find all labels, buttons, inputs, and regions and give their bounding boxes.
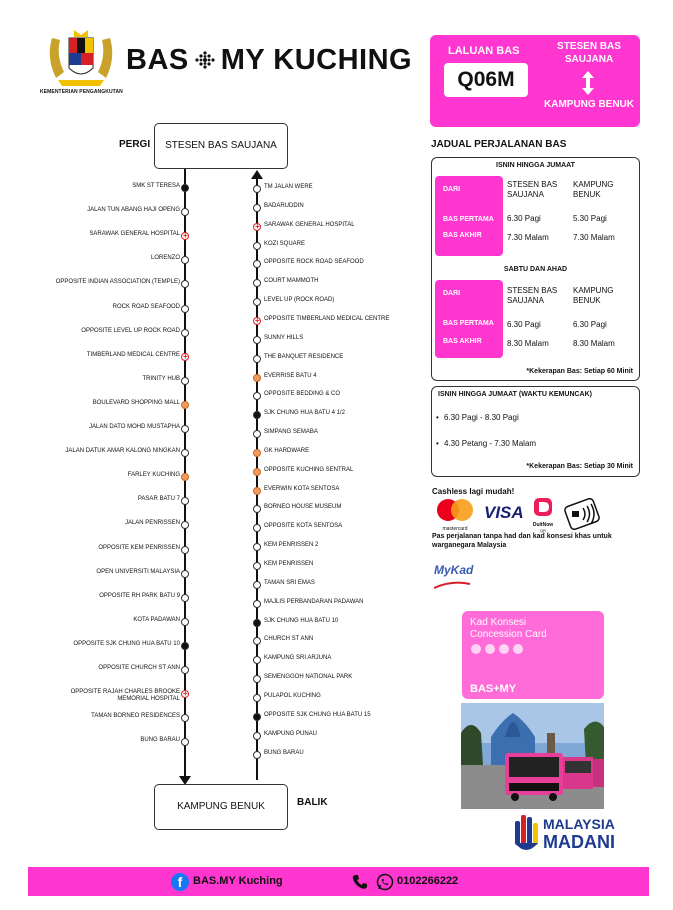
ministry-caption: KEMENTERIAN PENGANGKUTAN [40,89,123,95]
concession-note: Pas perjalanan tanpa had dan kad konsesi khas untuk warganegara Malaysia [432,533,612,549]
stop-name: EVERWIN KOTA SENTOSA [264,485,340,492]
stop-name: KEM PENRISSEN [264,561,314,567]
inbound-stop [0,599,673,611]
school-icon [253,411,261,419]
frequency-normal: *Kekerapan Bas: Setiap 60 Minit [526,368,633,375]
school-icon [253,619,261,627]
stop-name: JALAN TUN ABANG HAJI OPENG [87,207,180,214]
weekend-col1: STESEN BAS SAUJANA [507,286,558,305]
weekday-last1: 7.30 Malam [507,233,549,242]
weekday-last2: 7.30 Malam [573,233,615,242]
mastercard-logo [432,498,478,530]
mastercard-icon [432,498,478,522]
stop-name: OPPOSITE KEM PENRISSEN [98,544,180,551]
stop-name: SMK ST TERESA [132,183,180,189]
stop-name: BUNG BARAU [140,737,180,744]
route-code: Q06M [444,63,528,97]
weekend-col2: KAMPUNG BENUK [573,286,614,305]
inbound-stop [0,486,673,498]
start-terminal: STESEN BAS SAUJANA [154,123,288,169]
go-label: PERGI [119,139,151,150]
inbound-stop [0,561,673,573]
return-label: BALIK [297,797,328,808]
stop-name: OPPOSITE TIMBERLAND MEDICAL CENTRE [264,315,390,322]
ministry-crest-icon [44,28,118,90]
stop-name: BORNEO HOUSE MUSEUM [264,504,342,511]
stop-dot-icon [253,185,261,193]
weekday-first-label: BAS PERTAMA [443,216,494,223]
stop-dot-icon [253,732,261,740]
stop-name: OPPOSITE INDIAN ASSOCIATION (TEMPLE) [55,279,180,286]
weekday-last-label: BAS AKHIR [443,232,482,239]
peak-slot-1: • 6.30 Pagi - 8.30 Pagi [444,413,519,422]
stop-dot-icon [253,298,261,306]
stop-dot-icon [253,751,261,759]
stop-dot-icon [253,656,261,664]
card-title: Kad Konsesi [470,617,527,628]
stop-name: KEM PENRISSEN 2 [264,542,319,549]
weekend-from-label: DARI [443,290,461,297]
arrow-up-icon [251,170,263,179]
duitnow-icon [533,497,553,517]
stop-dot-icon [253,279,261,287]
facebook-handle[interactable]: BAS.MY Kuching [193,875,283,887]
stop-name: KOTA PADAWAN [133,616,180,623]
shop-icon [253,468,261,476]
weekend-first1: 6.30 Pagi [507,320,541,329]
duitnow-label: DuitNow [532,522,554,528]
card-subtitle: Concession Card [470,629,547,640]
weekend-heading: SABTU DAN AHAD [503,266,568,273]
hospital-icon [253,223,261,231]
stop-name: PASAR BATU 7 [137,496,180,503]
facebook-icon[interactable]: f [171,873,189,891]
stop-name: JALAN PENRISSEN [124,520,180,527]
stop-name: SIMPANG SEMABA [264,429,318,436]
brand-title-right: MY KUCHING [220,44,413,76]
stop-name: OPPOSITE KOTA SENTOSA [264,523,343,530]
mykad-logo: MyKad [434,563,474,577]
bus-photo [461,703,604,809]
peak-panel [431,386,640,477]
end-terminal: KAMPUNG BENUK [154,784,288,830]
stop-dot-icon [253,392,261,400]
phone-icon [351,873,369,891]
stop-dot-icon [253,355,261,363]
stop-name: OPPOSITE RAJAH CHARLES BROOKE MEMORIAL HOSPITAL [70,689,180,703]
weekday-heading: ISNIN HINGGA JUMAAT [496,162,575,169]
stop-name: TRINITY HUB [142,375,180,382]
duitnow-sub: QR [540,528,546,533]
route-card [430,35,640,127]
stop-name: BADARUDDIN [264,202,304,209]
stop-name: OPPOSITE BEDDING & CO [264,391,341,398]
stop-dot-icon [253,260,261,268]
madani-line2: MADANI [543,832,615,852]
weekday-label-column [435,176,503,256]
whatsapp-icon [376,873,394,891]
stop-dot-icon [253,204,261,212]
stop-name: COURT MAMMOTH [264,278,319,285]
stop-name: OPPOSITE CHURCH ST ANN [98,665,180,671]
up-down-arrow-icon [577,70,599,96]
weekend-label-column [435,280,503,358]
madani-hand-icon [513,813,539,855]
contactless-card-icon [561,498,603,530]
stop-name: JALAN DATUK AMAR KALONG NINGKAN [65,448,180,455]
stop-name: OPEN UNIVERSITI MALAYSIA [96,568,180,575]
stop-name: TAMAN BORNEO RESIDENCES [91,713,180,720]
weekday-col1: STESEN BAS SAUJANA [507,180,558,199]
weekend-last-label: BAS AKHIR [443,338,482,345]
stop-dot-icon [253,562,261,570]
stop-name: PULAPOL KUCHING [264,692,321,699]
route-from: STESEN BAS SAUJANA [557,41,621,65]
stop-name: BOULEVARD SHOPPING MALL [92,399,180,406]
stop-name: BUNG BARAU [264,749,304,756]
mykad-swoosh-icon [432,578,472,592]
visa-logo: VISA [484,503,524,522]
stop-dot-icon [253,336,261,344]
route-label: LALUAN BAS [448,45,520,57]
frequency-peak: *Kekerapan Bas: Setiap 30 Minit [526,463,633,470]
stop-dot-icon [253,430,261,438]
stop-dot-icon [253,242,261,250]
peak-heading: ISNIN HINGGA JUMAAT (WAKTU KEMUNCAK) [438,391,592,398]
stop-name: SARAWAK GENERAL HOSPITAL [89,231,180,238]
weekday-from-label: DARI [443,186,461,193]
shop-icon [253,487,261,495]
schedule-panel [431,157,640,381]
stop-name: TAMAN SRI EMAS [264,579,315,586]
brand-dots-icon [193,50,217,70]
stop-name: MAJLIS PERBANDARAN PADAWAN [264,598,364,605]
stop-name: THE BANQUET RESIDENCE [264,353,344,360]
weekend-last2: 8.30 Malam [573,339,615,348]
stop-name: TM JALAN WERE [264,184,313,190]
madani-line1: MALAYSIA [543,816,615,832]
stop-name: OPPOSITE RH PARK BATU 9 [99,592,180,599]
stop-name: OPPOSITE KUCHING SENTRAL [264,466,354,473]
schedule-title: JADUAL PERJALANAN BAS [431,139,567,150]
stop-name: ROCK ROAD SEAFOOD [112,303,180,310]
stop-name: EVERRISE BATU 4 [264,372,317,379]
brand-title-left: BAS [126,44,189,76]
stop-name: OPPOSITE SJK CHUNG HUA BATU 15 [264,711,371,718]
stop-name: OPPOSITE ROCK ROAD SEAFOOD [264,259,364,266]
weekday-first1: 6.30 Pagi [507,214,541,223]
stop-name: SJK CHUNG HUA BATU 10 [264,617,339,624]
stop-name: SEMENGGOH NATIONAL PARK [264,674,353,681]
stop-name: JALAN DATO MOHD MUSTAPHA [88,424,180,430]
stop-dot-icon [253,675,261,683]
weekday-col2: KAMPUNG BENUK [573,180,614,199]
weekend-last1: 8.30 Malam [507,339,549,348]
stop-dot-icon [253,505,261,513]
stop-name: CHURCH ST ANN [264,636,314,643]
stop-dot-icon [253,637,261,645]
stop-name: KOZI SQUARE [264,240,306,247]
stop-dot-icon [253,581,261,589]
stop-name: SJK CHUNG HUA BATU 4 1/2 [264,410,345,417]
card-category-icons [470,643,526,655]
footer-bar [28,867,649,896]
stop-name: FARLEY KUCHING [127,472,180,479]
weekend-first2: 6.30 Pagi [573,320,607,329]
stop-name: LORENZO [150,255,180,262]
shop-icon [253,374,261,382]
shop-icon [253,449,261,457]
stop-name: TIMBERLAND MEDICAL CENTRE [86,351,180,358]
stop-name: LEVEL UP (ROCK ROAD) [264,297,335,304]
stop-dot-icon [253,524,261,532]
stop-name: OPPOSITE LEVEL UP ROCK ROAD [81,327,180,334]
route-to: KAMPUNG BENUK [544,99,634,110]
concession-card [462,611,604,699]
hospital-icon [253,317,261,325]
mastercard-label: mastercard [442,526,468,532]
peak-slot-2: • 4.30 Petang - 7.30 Malam [444,439,536,448]
stop-dot-icon [253,600,261,608]
card-brand: BAS+MY [470,683,517,695]
stop-name: SUNNY HILLS [264,334,304,341]
weekend-first-label: BAS PERTAMA [443,320,494,327]
cashless-heading: Cashless lagi mudah! [432,487,515,496]
stop-dot-icon [253,543,261,551]
stop-dot-icon [253,694,261,702]
stop-name: SARAWAK GENERAL HOSPITAL [264,221,355,228]
stop-name: KAMPUNG PUNAU [264,730,318,737]
brand-title [126,44,412,77]
school-icon [253,713,261,721]
phone-number[interactable]: 0102266222 [397,875,459,887]
weekday-first2: 5.30 Pagi [573,214,607,223]
duitnow-logo [529,497,557,531]
inbound-stop [0,580,673,592]
stop-name: KAMPUNG SRI ARJUNA [264,655,332,662]
stop-name: GK HARDWARE [264,447,310,454]
stop-name: OPPOSITE SJK CHUNG HUA BATU 10 [73,640,180,647]
